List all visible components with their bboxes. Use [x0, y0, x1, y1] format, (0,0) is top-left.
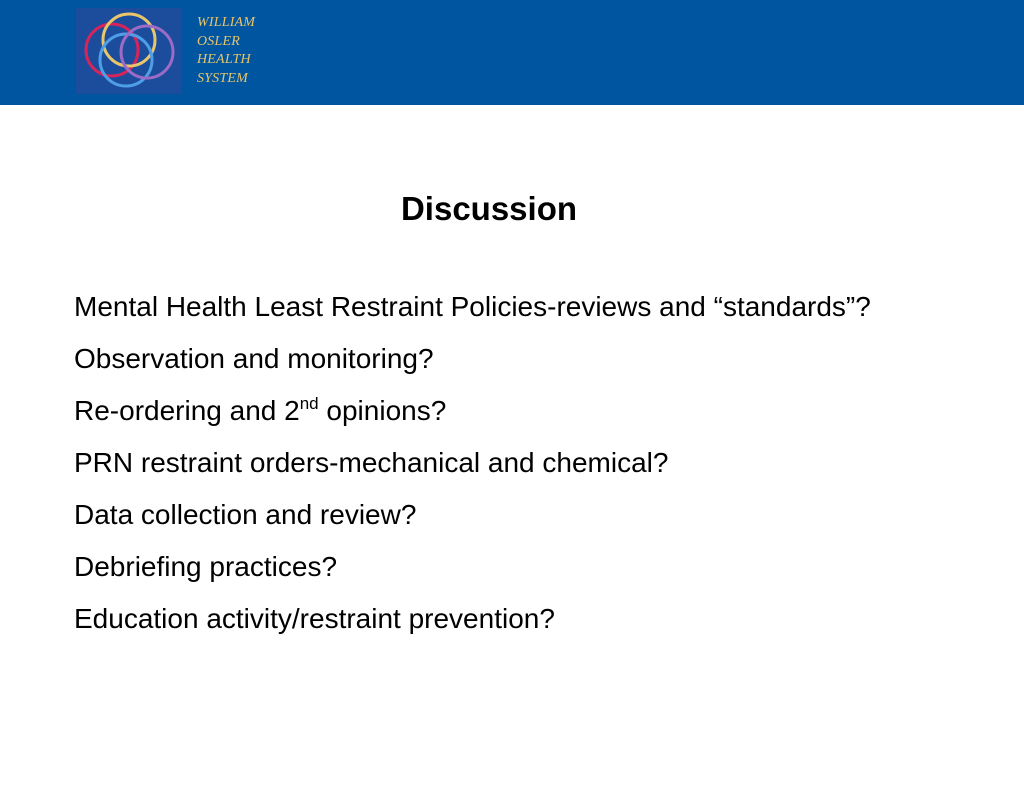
header-band	[0, 0, 1024, 105]
organization-name-line: WILLIAM	[197, 15, 256, 30]
list-item-text: Re-ordering and 2	[74, 395, 300, 426]
slide-title: Discussion	[400, 190, 578, 228]
purple-ring	[121, 26, 173, 78]
organization-name-line: SYSTEM	[197, 70, 248, 86]
list-item: PRN restraint orders-mechanical and chemical?	[74, 447, 669, 478]
list-item: Education activity/restraint prevention?	[74, 603, 555, 634]
list-item-text: opinions?	[318, 395, 447, 426]
list-item: Observation and monitoring?	[74, 343, 434, 374]
discussion-list	[74, 287, 954, 651]
logo-emblem	[76, 8, 182, 94]
organization-name-line: HEALTH	[197, 52, 251, 67]
list-item	[74, 391, 954, 431]
ordinal-superscript: nd	[299, 394, 319, 413]
interlocking-rings-logo-icon	[76, 8, 182, 94]
list-item: Mental Health Least Restraint Policies-reviews and “standards”?	[74, 291, 871, 322]
list-item: Debriefing practices?	[74, 551, 338, 582]
organization-name	[197, 14, 255, 88]
list-item: Data collection and review?	[74, 499, 417, 530]
organization-name-line: OSLER	[197, 33, 240, 49]
